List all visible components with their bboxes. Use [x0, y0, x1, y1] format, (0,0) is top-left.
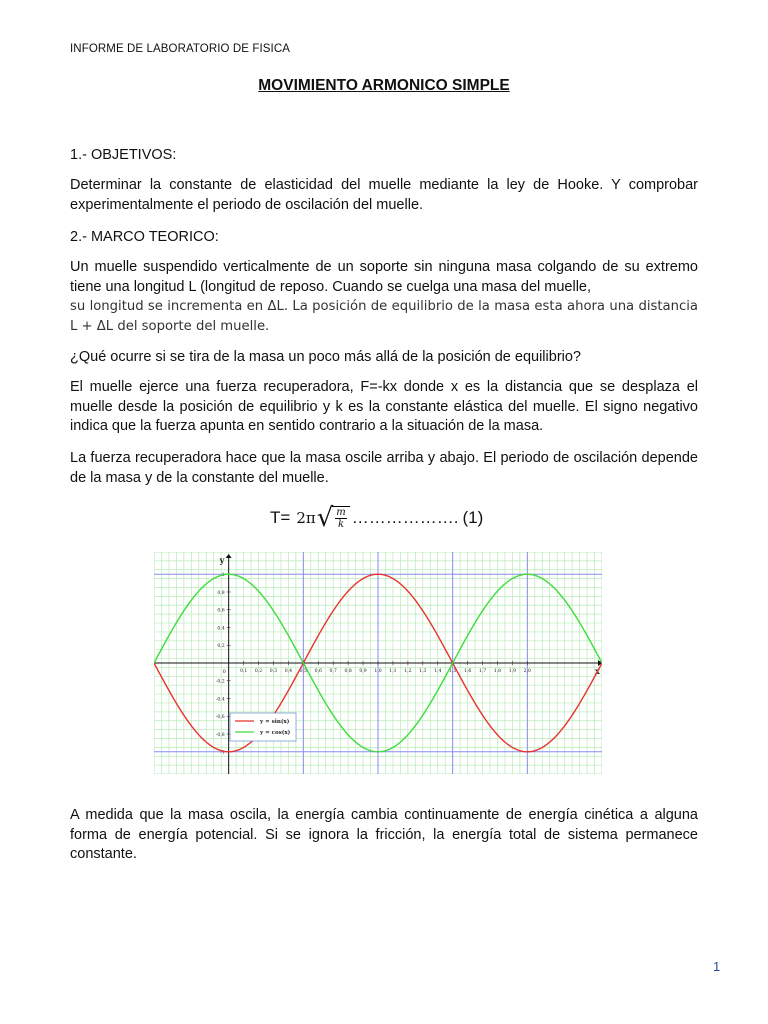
formula-coefficient: 2π [296, 509, 316, 527]
x-tick-label: 1,6 [463, 669, 472, 674]
y-axis-label: y [219, 555, 225, 565]
energia-paragraph: A medida que la masa oscila, la energía cambia continuamente de energía cinética a alguna forma de energía potencial. Si se ignora la fricción, la energía total de sistema permanece constante. [70, 807, 698, 862]
periodo-paragraph: La fuerza recuperadora hace que la masa oscile arriba y abajo. El periodo de oscilación depende de la masa y de la constante del muelle. [70, 450, 698, 486]
formula-dots: ………………. [351, 508, 459, 527]
x-tick-label: 0,1 [239, 669, 248, 674]
x-tick-label: 0,4 [284, 669, 293, 674]
objetivos-heading: 1.- OBJETIVOS: [70, 147, 177, 163]
y-tick-label: -0,8 [215, 732, 225, 738]
y-tick-label: 1 [221, 573, 225, 578]
page-number: 1 [713, 959, 721, 974]
x-tick-label: 1,8 [493, 669, 502, 674]
marco-paragraph-a: Un muelle suspendido verticalmente de un soporte sin ninguna masa colgando de su extremo tiene una longitud L (longitud de reposo. Cuando se cuelga una masa del muelle, [70, 259, 698, 295]
sqrt-symbol: √ [316, 503, 334, 533]
origin-label: 0 [222, 669, 226, 675]
x-tick-label: 1,7 [478, 669, 487, 674]
y-tick-label: 0,6 [217, 608, 225, 614]
formula-lhs: T= [270, 508, 291, 527]
formula-denominator: k [338, 519, 345, 530]
x-tick-label: 0,6 [314, 669, 322, 674]
x-tick-label: 1,2 [404, 669, 412, 674]
document-header: INFORME DE LABORATORIO DE FISICA [70, 43, 291, 55]
x-tick-label: 0,9 [359, 669, 367, 674]
legend-label: y = cos(x) [260, 730, 291, 736]
x-tick-label: 1,0 [374, 669, 382, 674]
x-tick-label: 0,7 [329, 669, 337, 674]
x-tick-label: 1,4 [434, 669, 442, 674]
formula-numerator: m [336, 507, 346, 518]
y-tick-label: -0,2 [215, 679, 225, 685]
objetivos-paragraph: Determinar la constante de elasticidad del muelle mediante la ley de Hooke. Y comprobar experimentalmente el periodo de oscilación del muelle. [70, 177, 698, 213]
x-tick-label: 0,2 [254, 669, 263, 674]
x-tick-label: 1,5 [449, 669, 457, 674]
sin-cos-chart [154, 552, 602, 774]
x-tick-label: 2,0 [523, 669, 531, 674]
y-tick-label: -1 [220, 750, 225, 756]
marco-teorico-heading: 2.- MARCO TEORICO: [70, 229, 219, 245]
formula-label: (1) [462, 508, 484, 527]
question-paragraph: ¿Qué ocurre si se tira de la masa un poco más allá de la posición de equilibrio? [70, 349, 581, 365]
x-tick-label: 1,1 [389, 669, 397, 674]
y-tick-label: 0,2 [217, 644, 225, 650]
x-tick-label: 1,9 [508, 669, 517, 674]
x-axis-label: x [595, 666, 600, 676]
legend-label: y = sin(x) [260, 719, 290, 725]
x-tick-label: 1,3 [419, 669, 427, 674]
y-tick-label: -0,4 [215, 697, 225, 703]
legend-box [230, 713, 296, 741]
y-tick-label: 0,8 [217, 590, 225, 596]
formula-fraction [332, 506, 349, 530]
x-tick-label: 0,5 [299, 669, 307, 674]
x-tick-label: 0,8 [344, 669, 352, 674]
marco-paragraph-b: su longitud se incrementa en ΔL. La posición de equilibrio de la masa esta ahora una distancia L + ΔL del soporte del muelle. [70, 299, 698, 334]
x-tick-label: 0,3 [269, 669, 278, 674]
fuerza-paragraph: El muelle ejerce una fuerza recuperadora, F=-kx donde x es la distancia que se desplaza el muelle desde la posición de equilibrio y k es la constante elástica del muelle. El signo negativo indica que la fuerza apunta en sentido contrario a la situación de la masa. [70, 379, 698, 434]
y-tick-label: 0,4 [217, 626, 225, 632]
document-title: MOVIMIENTO ARMONICO SIMPLE [258, 77, 510, 94]
y-tick-label: -0,6 [215, 715, 225, 721]
period-formula [270, 505, 483, 531]
